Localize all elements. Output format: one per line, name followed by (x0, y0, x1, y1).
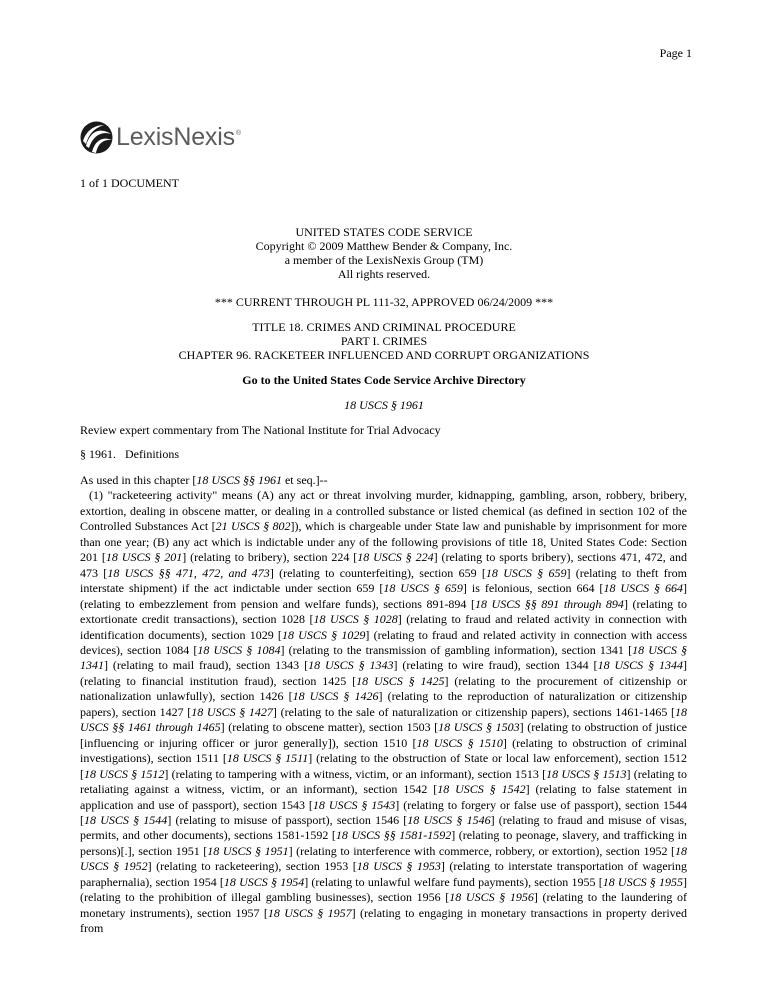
uscs-citation: 18 USCS §§ 471, 472, and 473 (107, 565, 270, 580)
uscs-citation: 18 USCS § 1544 (84, 812, 168, 827)
lexisnexis-logo (80, 119, 241, 155)
uscs-citation: 18 USCS § 201 (105, 550, 183, 565)
section-heading: § 1961. Definitions (80, 447, 179, 461)
title-line: TITLE 18. CRIMES AND CRIMINAL PROCEDURE (252, 320, 516, 334)
publisher-line: a member of the LexisNexis Group (TM) (284, 253, 484, 267)
uscs-citation: 18 USCS § 1542 (437, 782, 526, 797)
uscs-citation: 18 USCS § 1953 (356, 859, 441, 874)
uscs-citation: 18 USCS § 1513 (546, 766, 627, 781)
document-count: 1 of 1 DOCUMENT (80, 176, 179, 190)
uscs-citation: 18 USCS §§ 1581-1592 (335, 828, 452, 843)
uscs-citation: 18 USCS § 1427 (191, 704, 273, 719)
lexisnexis-globe-icon (80, 121, 113, 154)
logo-wordmark: LexisNexis ® (116, 122, 241, 151)
uscs-citation: 18 USCS § 659 (383, 581, 463, 596)
uscs-citation: 18 USCS § 1952 (80, 843, 688, 874)
uscs-citation: 18 USCS § 1956 (449, 890, 534, 905)
uscs-citation: 18 USCS § 1511 (226, 751, 309, 766)
uscs-citation: 18 USCS § 1425 (356, 673, 445, 688)
title-line: PART I. CRIMES (340, 334, 428, 348)
publisher-line: UNITED STATES CODE SERVICE (295, 225, 473, 239)
citation: 18 USCS § 1961 (344, 398, 424, 412)
publisher-line: All rights reserved. (337, 267, 431, 281)
uscs-citation: 18 USCS § 1546 (407, 812, 491, 827)
uscs-citation: 18 USCS § 1503 (438, 720, 520, 735)
title-block (80, 320, 688, 362)
uscs-citation: 18 USCS § 1028 (313, 612, 398, 627)
uscs-citation: 18 USCS § 1510 (416, 735, 503, 750)
uscs-citation: 18 USCS §§ 891 through 894 (474, 596, 624, 611)
uscs-citation: 18 USCS § 1426 (292, 689, 379, 704)
uscs-citation: 21 USCS § 802 (215, 519, 291, 534)
uscs-citation: 18 USCS § 224 (357, 550, 434, 565)
statute-body (80, 473, 687, 937)
publisher-block (80, 225, 688, 281)
uscs-citation: 18 USCS § 1957 (267, 905, 352, 920)
uscs-citation: 18 USCS § 1029 (281, 627, 366, 642)
definition-paragraph: (1) "racketeering activity" means (A) any act or threat involving murder, kidnapping, gambling, arson, robbery, bribery, extortion, dealing in obscene matter, or dealing in a controlled substance or listed chemical (as defined in section 102 of the Controlled Substances Act [21 USCS § 802]), which is chargeable under State law and punishable by imprisonment for more than one year; (B) any act which is indictable under any of the following provisions of title 18, United States Code: Section 201 [18 USCS § 201] (relating to bribery), section 224 [18 USCS § 224] (relating to sports bribery), sections 471, 472, and 473 [18 USCS §§ 471, 472, and 473] (relating to counterfeiting), section 659 [18 USCS § 659] (relating to theft from interstate shipment) if the act indictable under section 659 [18 USCS § 659] is felonious, section 664 [18 USCS § 664] (relating to embezzlement from pension and welfare funds), sections 891-894 [18 USCS §§ 891 through 894] (relating to extortionate credit transactions), section 1028 [18 USCS § 1028] (relating to fraud and related activity in connection with identification documents), section 1029 [18 USCS § 1029] (relating to fraud and related activity in connection with access devices), section 1084 [18 USCS § 1084] (relating to the transmission of gambling information), section 1341 [18 USCS § 1341] (relating to mail fraud), section 1343 [18 USCS § 1343] (relating to wire fraud), section 1344 [18 USCS § 1344] (relating to financial institution fraud), section 1425 [18 USCS § 1425] (relating to the procurement of citizenship or nationalization unlawfully), section 1426 [18 USCS § 1426] (relating to the reproduction of naturalization or citizenship papers), section 1427 [18 USCS § 1427] (relating to the sale of naturalization or citizenship papers), sections 1461-1465 [18 USCS §§ 1461 through 1465] (relating to obscene matter), section 1503 [18 USCS § 1503] (relating to obstruction of justice [influencing or injuring officer or juror generally]), section 1510 [18 USCS § 1510] (relating to obstruction of criminal investigations), section 1511 [18 USCS § 1511] (relating to the obstruction of State or local law enforcement), section 1512 [18 USCS § 1512] (relating to tampering with a witness, victim, or an informant), section 1513 [18 USCS § 1513] (relating to retaliating against a witness, victim, or an informant), section 1542 [18 USCS § 1542] (relating to false statement in application and use of passport), section 1543 [18 USCS § 1543] (relating to forgery or false use of passport), section 1544 [18 USCS § 1544] (relating to misuse of passport), section 1546 [18 USCS § 1546] (relating to fraud and misuse of visas, permits, and other documents), sections 1581-1592 [18 USCS §§ 1581-1592] (relating to peonage, slavery, and trafficking in persons)[.], section 1951 [18 USCS § 1951] (relating to interference with commerce, robbery, or extortion), section 1952 [18 USCS § 1952] (relating to racketeering), section 1953 [18 USCS § 1953] (relating to interstate transportation of wagering paraphernalia), section 1954 [18 USCS § 1954] (relating to unlawful welfare fund payments), section 1955 [18 USCS § 1955] (relating to the prohibition of illegal gambling businesses), section 1956 [18 USCS § 1956] (relating to the laundering of monetary instruments), section 1957 [18 USCS § 1957] (relating to engaging in monetary transactions in property derived from (80, 488, 688, 936)
intro-line: As used in this chapter [18 USCS §§ 1961 et seq.]-- (80, 473, 328, 487)
uscs-citation: 18 USCS § 1343 (308, 658, 394, 673)
uscs-citation: 18 USCS § 1084 (197, 642, 281, 657)
intro-citation: 18 USCS §§ 1961 (196, 473, 282, 487)
page-number: Page 1 (659, 46, 692, 60)
uscs-citation: 18 USCS § 1954 (223, 874, 305, 889)
title-line: CHAPTER 96. RACKETEER INFLUENCED AND CORRUPT ORGANIZATIONS (178, 348, 590, 362)
uscs-citation: 18 USCS § 1344 (597, 658, 683, 673)
uscs-citation: 18 USCS §§ 1461 through 1465 (80, 704, 687, 735)
uscs-citation: 18 USCS § 1543 (312, 797, 396, 812)
uscs-citation: 18 USCS § 1341 (80, 642, 687, 673)
uscs-citation: 18 USCS § 1951 (207, 843, 289, 858)
uscs-citation: 18 USCS § 659 (485, 565, 567, 580)
uscs-citation: 18 USCS § 664 (603, 581, 684, 596)
uscs-citation: 18 USCS § 1955 (602, 874, 684, 889)
currency-note: *** CURRENT THROUGH PL 111-32, APPROVED 06/24/2009 *** (214, 295, 554, 309)
uscs-citation: 18 USCS § 1512 (84, 766, 165, 781)
expert-commentary-link[interactable]: Review expert commentary from The National Institute for Trial Advocacy (80, 423, 441, 437)
archive-directory-link[interactable]: Go to the United States Code Service Archive Directory (242, 373, 526, 387)
publisher-line: Copyright © 2009 Matthew Bender & Company, Inc. (255, 239, 513, 253)
